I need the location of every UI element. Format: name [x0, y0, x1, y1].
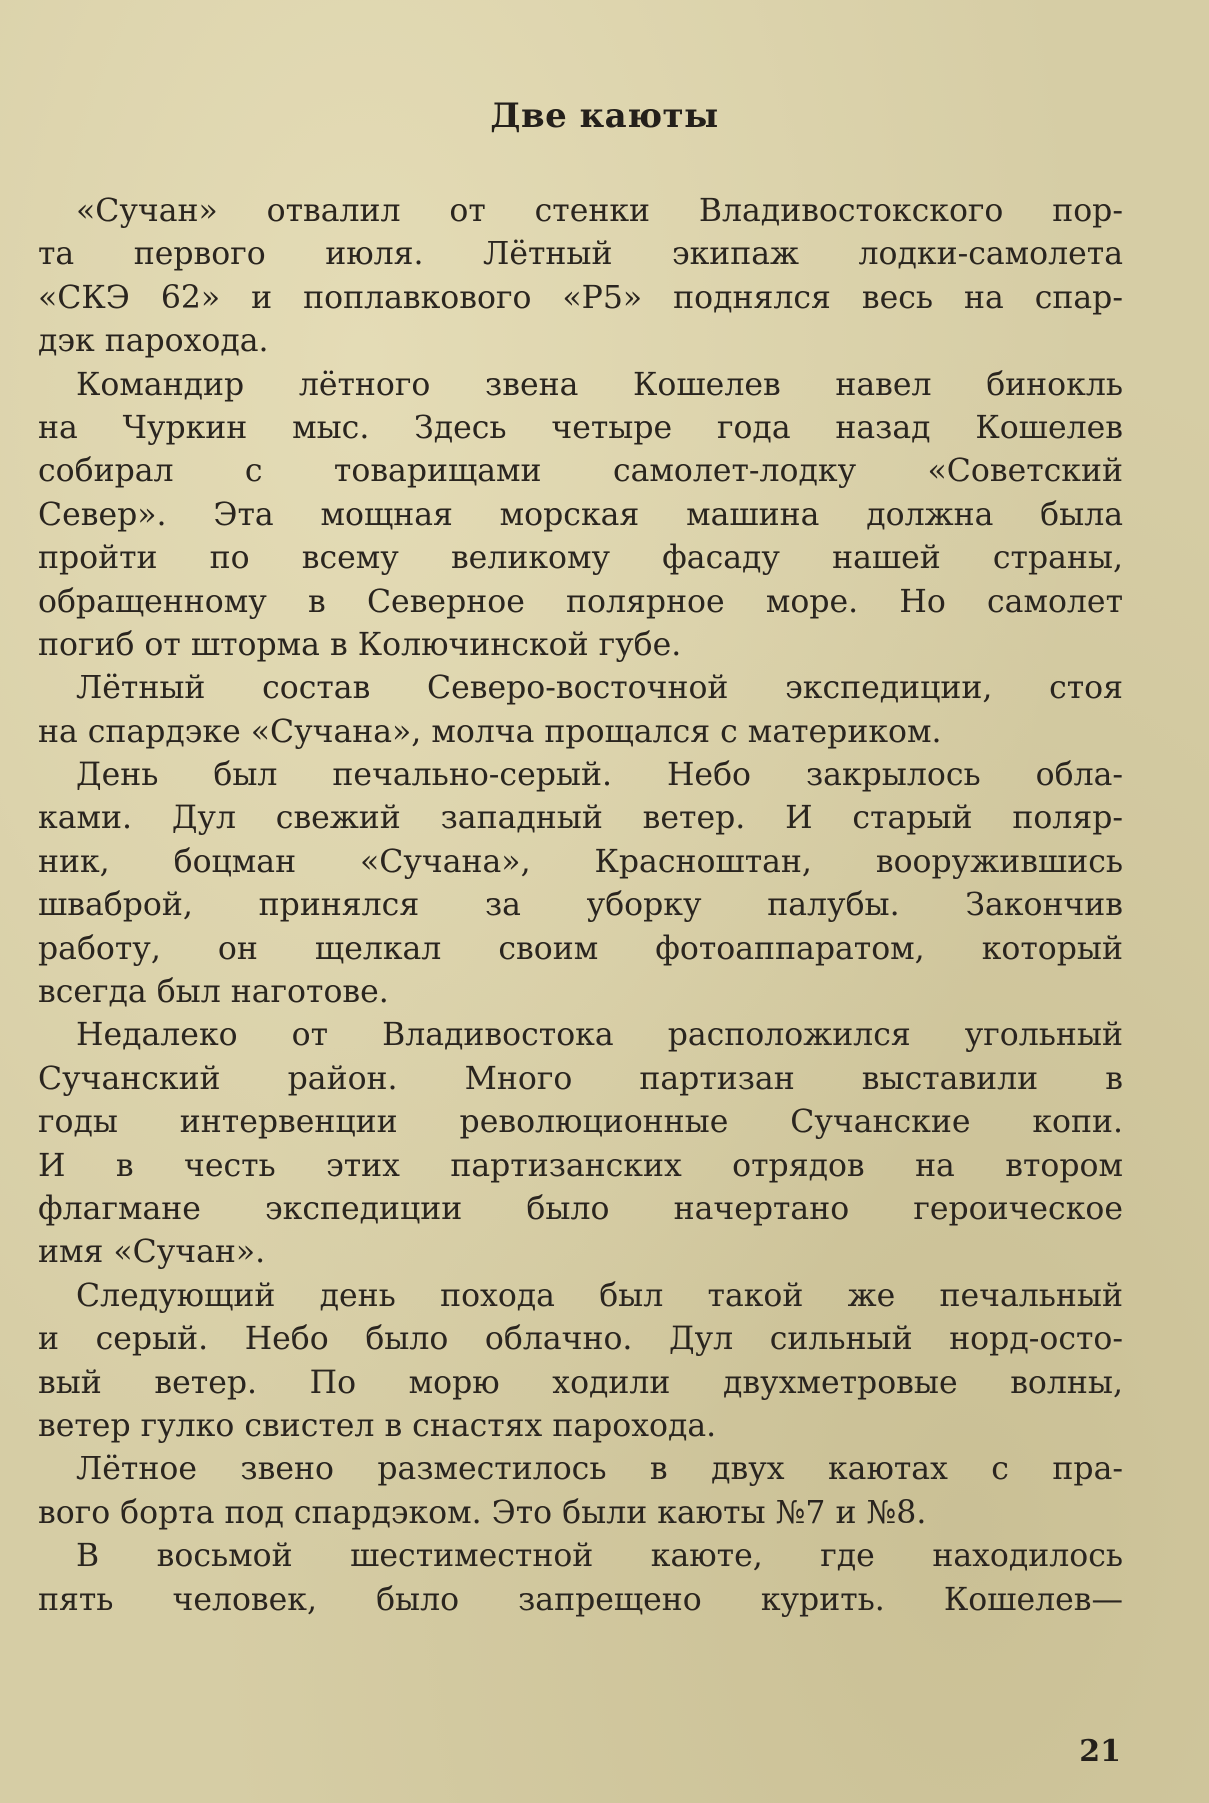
text-line: Недалеко от Владивостока расположился угольный [76, 1017, 1123, 1054]
text-line: пройти по всему великому фасаду нашей страны, [38, 540, 1123, 577]
page-number: 21 [1079, 1734, 1121, 1769]
text-line: ветер гулко свистел в снастях парохода. [38, 1407, 717, 1444]
text-line: годы интервенции революционные Сучанские копи. [38, 1104, 1123, 1141]
text-line: шваброй, принялся за уборку палубы. Закончив [38, 887, 1123, 924]
text-line: на Чуркин мыс. Здесь четыре года назад Кошелев [38, 409, 1123, 446]
text-line: обращенному в Северное полярное море. Но самолет [38, 583, 1123, 620]
text-line: та первого июля. Лётный экипаж лодки-самолета [38, 236, 1123, 273]
chapter-title: Две каюты [490, 96, 719, 136]
text-line: дэк парохода. [38, 323, 269, 360]
text-line: «Сучан» отвалил от стенки Владивостокского пор- [76, 193, 1123, 229]
text-line: ник, боцман «Сучана», Красноштан, вооружившись [38, 843, 1123, 880]
text-line: Лётное звено разместилось в двух каютах с пра- [76, 1451, 1123, 1488]
text-line: Сучанский район. Много партизан выставили в [38, 1060, 1123, 1097]
text-line: всегда был наготове. [38, 974, 389, 1011]
text-line: вый ветер. По морю ходили двухметровые волны, [38, 1364, 1123, 1401]
text-line: пять человек, было запрещено курить. Кошелев— [38, 1581, 1123, 1618]
text-line: имя «Сучан». [38, 1234, 266, 1271]
text-line: вого борта под спардэком. Это были каюты №7 и №8. [38, 1494, 927, 1531]
text-line: Лётный состав Северо-восточной экспедиции, стоя [76, 670, 1123, 707]
text-line: на спардэке «Сучана», молча прощался с материком. [38, 713, 942, 750]
text-line: собирал с товарищами самолет-лодку «Советский [38, 453, 1123, 490]
text-line: и серый. Небо было облачно. Дул сильный норд-осто- [38, 1321, 1123, 1358]
text-line: В восьмой шестиместной каюте, где находилось [76, 1538, 1123, 1575]
text-line: работу, он щелкал своим фотоаппаратом, который [38, 930, 1123, 967]
text-line: День был печально-серый. Небо закрылось обла- [76, 757, 1123, 794]
text-line: И в честь этих партизанских отрядов на втором [38, 1147, 1123, 1184]
body-text [38, 190, 1123, 1622]
text-line: Следующий день похода был такой же печальный [76, 1277, 1123, 1314]
text-line: «СКЭ 62» и поплавкового «Р5» поднялся весь на спар- [38, 279, 1123, 316]
text-line: Север». Эта мощная морская машина должна была [38, 496, 1123, 533]
text-line: Командир лётного звена Кошелев навел бинокль [76, 366, 1123, 403]
text-line: погиб от шторма в Колючинской губе. [38, 626, 682, 663]
text-line: ками. Дул свежий западный ветер. И старый поляр- [38, 800, 1123, 837]
text-line: флагмане экспедиции было начертано героическое [38, 1190, 1123, 1227]
